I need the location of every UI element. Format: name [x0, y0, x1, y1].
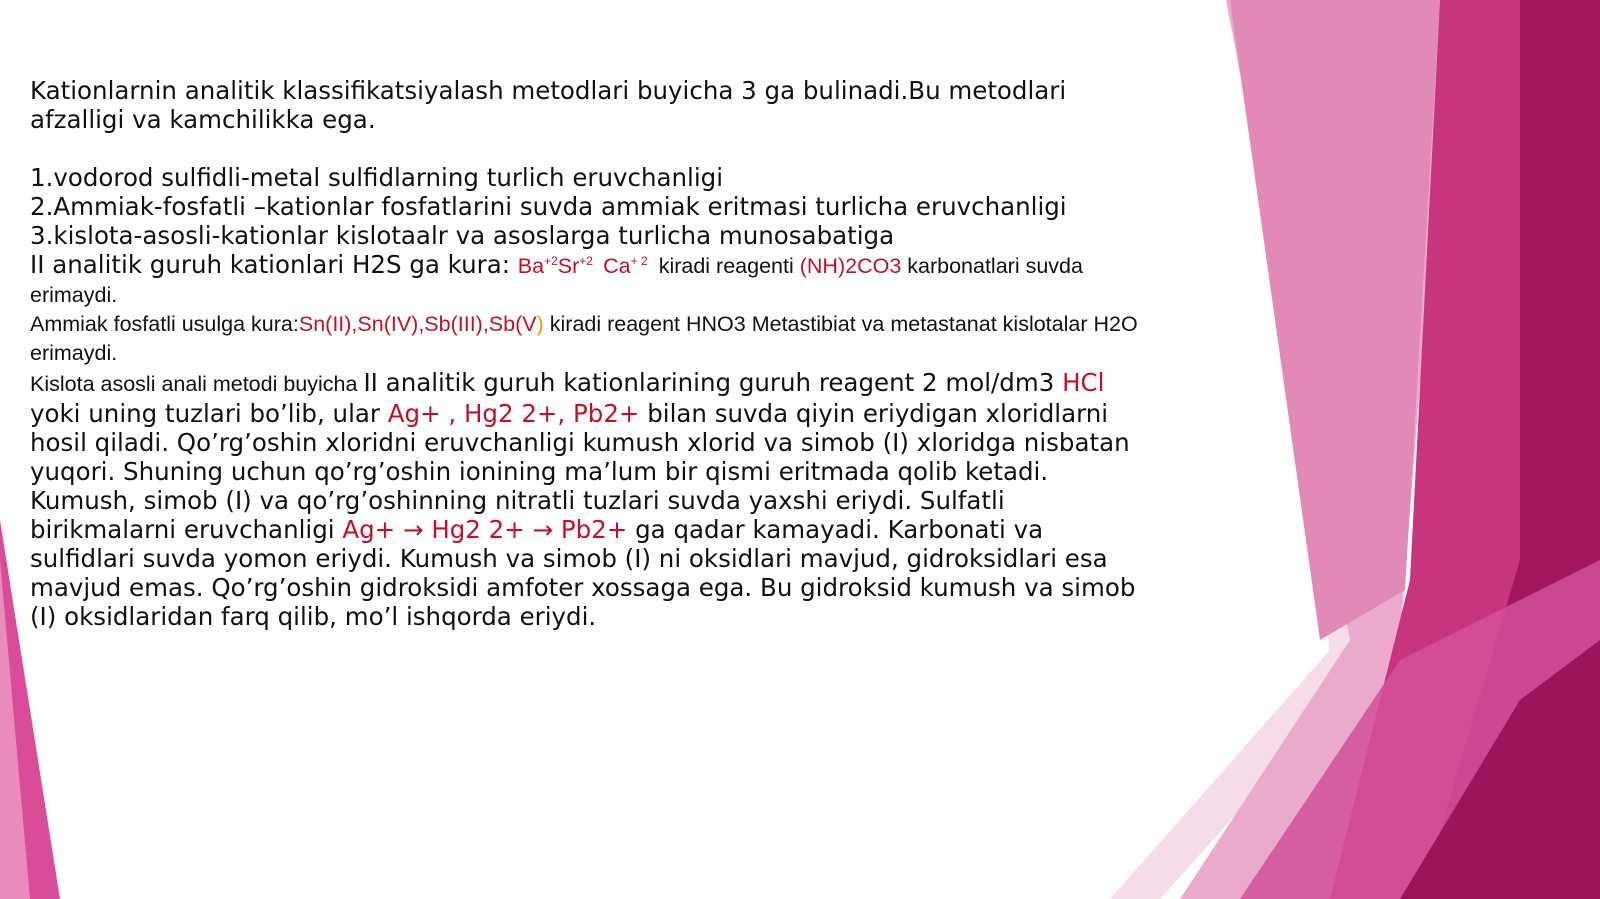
- kislota-paragraph: [30, 368, 1145, 631]
- kislota-prefix-big: II analitik guruh kationlarining guruh reagent 2 mol/dm3: [363, 368, 1063, 397]
- kislota-prefix-small: Kislota asosli anali metodi buyicha: [30, 372, 364, 396]
- ammiak-prefix: Ammiak fosfatli usulga kura:: [30, 312, 299, 336]
- right-mid-facet: [1230, 0, 1440, 640]
- hcl-text: HCl: [1062, 368, 1105, 397]
- method-item-2: 2.Ammiak-fosfatli –kationlar fosfatlarini suvda ammiak eritmasi turlicha eruvchanligi: [30, 192, 1067, 221]
- group2-reagent: (NH)2CO3: [799, 254, 902, 278]
- ions-sulfate-sequence: Ag+ → Hg2 2+ → Pb2+: [342, 515, 628, 544]
- method-item-3: 3.kislota-asosli-kationlar kislotaalr va asoslarga turlicha munosabatiga: [30, 221, 895, 250]
- ammiak-ions: Sn(II),Sn(IV),Sb(III),Sb(V: [298, 312, 537, 336]
- ammiak-suffix: kiradi reagent HNO3 Metastibiat va metastanat kislotalar H2O erimaydi.: [30, 312, 1138, 365]
- slide-text-body: [30, 76, 1145, 631]
- ammiak-paren: ): [536, 312, 544, 336]
- group2-paragraph: [30, 250, 1145, 310]
- ammiak-paragraph: [30, 310, 1145, 368]
- ion-sr: $Sr^{+2}$: [557, 253, 593, 278]
- intro-paragraph: Kationlarnin analitik klassifikatsiyalash metodlari buyicha 3 ga bulinadi.Bu metodlari afzalligi va kamchilikka ega.: [30, 76, 1067, 134]
- group2-prefix: II analitik guruh kationlari H2S ga kura:: [30, 250, 518, 279]
- ion-ba: $Ba^{+2}$: [517, 253, 558, 278]
- method-item-1: 1.vodorod sulfidli-metal sulfidlarning turlich eruvchanligi: [30, 163, 723, 192]
- ion-ca: $Ca^{+ 2}$: [603, 253, 648, 278]
- kislota-text-1: yoki uning tuzlari bo’lib, ular: [30, 399, 388, 428]
- kislota-text-3: ga qadar kamayadi. Karbonati va sulfidlari suvda yomon eriydi. Kumush va simob (I) ni oksidlari mavjud, gidroksidlari esa mavjud emas. Qo’rg’oshin gidroksidi amfoter xossaga ega. Bu gidroksid kumush va simob (I) oksidlaridan farq qilib, mo’l ishqorda eriydi.: [30, 515, 1136, 631]
- kislota-text-2: bilan suvda qiyin eriydigan xloridlarni hosil qiladi. Qo’rg’oshin xloridni eruvchanligi kumush xlorid va simob (I) xloridga nisbatan yuqori. Shuning uchun qo’rg’oshin ionining ma’lum bir qismi eritmada qolib ketadi. Kumush, simob (I) va qo’rg’oshinning nitratli tuzlari suvda yaxshi eriydi. Sulfatli birikmalarni eruvchanligi: [30, 399, 1130, 544]
- group2-suffix: karbonatlari suvda erimaydi.: [30, 254, 1083, 307]
- blank-line: [30, 134, 1145, 163]
- ions-chloride: Ag+ , Hg2 2+, Pb2+: [387, 399, 640, 428]
- group2-mid: kiradi reagenti: [652, 254, 800, 278]
